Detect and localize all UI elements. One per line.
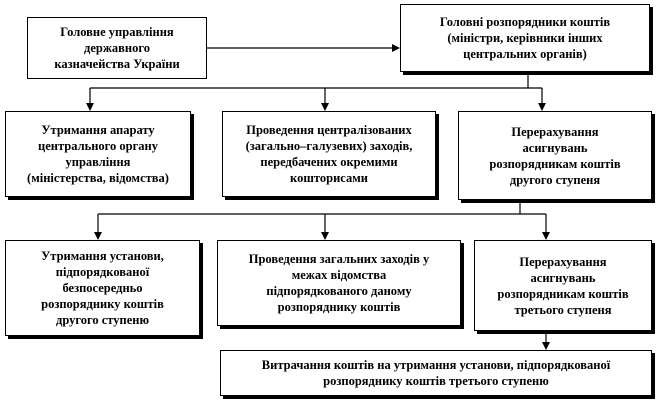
label-line: Проведення централізованих [246,123,412,137]
label-line: передбачених окремими [260,155,398,169]
label-line: розпоряднику коштів третього ступеню [323,374,549,388]
label-line: Головне управління [60,25,174,39]
general-measures-label [249,251,429,315]
label-line: підпорядкованого даному [266,284,412,298]
label-line: другого ступеня [509,172,601,187]
transfer-third-box [474,240,652,331]
label-line: асигнувань [522,140,588,155]
label-line: державного [84,41,150,55]
centralized-measures-box [222,111,436,197]
label-line: (загально–галузевих) заходів, [245,139,413,153]
main-managers-box [400,4,650,72]
transfer-second-label [489,124,620,188]
label-line: Витрачання коштів на утримання установи, підпорядкованої [261,358,611,372]
label-line: Перерахування [519,254,607,269]
label-line: межах відомства [291,268,387,282]
label-line: третього ступеня [514,302,612,317]
label-line: управління [65,155,131,169]
third-level-spending-label [262,357,610,389]
label-line: розпоряднику коштів [277,300,401,314]
label-line: кошторисами [290,171,368,185]
label-line: асигнувань [530,270,596,285]
label-line: центральних органів) [463,47,587,61]
label-line: Головні розпорядники коштів [439,15,611,29]
treasury-label [54,24,179,72]
label-line: другого ступеню [56,313,149,327]
subordinate-institution-box [5,240,200,336]
label-line: розпорядникам коштів [497,286,629,301]
label-line: Утримання установи, [41,249,164,263]
label-line: безпосередньо [62,281,143,295]
subordinate-institution-label [41,248,164,328]
label-line: центрального органу [38,139,158,153]
transfer-second-box [458,111,652,200]
main-managers-label [440,14,610,62]
centralized-measures-label [246,122,413,186]
transfer-third-label [497,254,628,318]
label-line: Утримання апарату [41,123,155,137]
label-line: розпоряднику коштів [41,297,164,311]
label-line: Перерахування [511,124,599,139]
central-apparatus-box [5,111,191,197]
general-measures-box [217,240,461,326]
label-line: Проведення загальних заходів у [248,252,430,266]
label-line: (міністерства, відомства) [27,171,169,185]
treasury-box [27,17,207,79]
label-line: підпорядкованої [55,265,150,279]
third-level-spending-box [220,350,652,396]
label-line: (міністри, керівники інших [447,31,603,45]
label-line: розпорядникам коштів [489,156,621,171]
label-line: казначейства України [54,57,180,71]
central-apparatus-label [27,122,169,186]
